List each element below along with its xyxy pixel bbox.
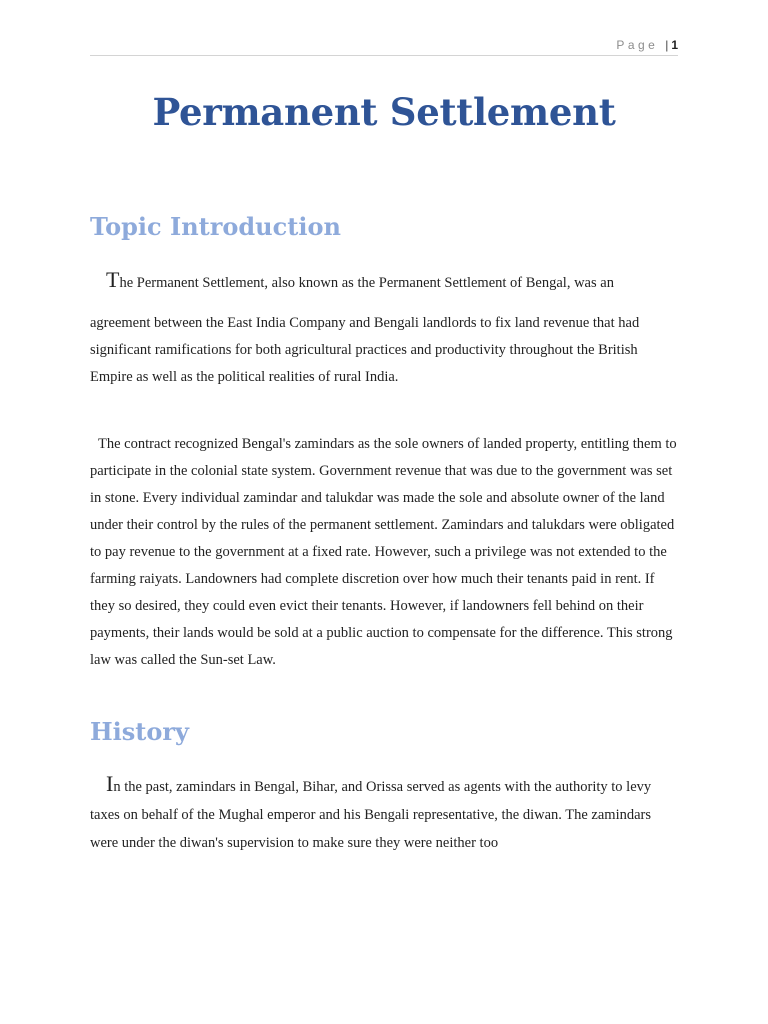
history-paragraph-text: n the past, zamindars in Bengal, Bihar, and Orissa served as agents with the authority to levy taxes on behalf of the Mughal emperor and his Bengali representative, the diwan. The zamindars were under the diwan's supervision to make sure they were neither too bbox=[90, 779, 652, 851]
header-rule bbox=[90, 55, 678, 56]
intro-paragraph-first-line bbox=[90, 266, 680, 297]
page-number: 1 bbox=[671, 38, 678, 52]
document-title: Permanent Settlement bbox=[152, 90, 616, 134]
page-number-label bbox=[616, 38, 678, 52]
section-heading-history: History bbox=[90, 717, 189, 746]
contract-paragraph bbox=[90, 431, 680, 674]
history-paragraph bbox=[90, 770, 680, 857]
intro-paragraph-body: agreement between the East India Company and Bengali landlords to fix land revenue that had significant ramifications for both agricultural practices and productivity throughout the British Empire as well as the political realities of rural India. bbox=[90, 315, 640, 385]
page-word: Page bbox=[616, 38, 659, 52]
dropcap-letter: I bbox=[106, 771, 114, 796]
section-heading-topic-introduction: Topic Introduction bbox=[90, 212, 341, 241]
contract-paragraph-text: The contract recognized Bengal's zamindars as the sole owners of landed property, entitling them to participate in the colonial state system. Government revenue that was due to the government was set in stone. Every individual zamindar and talukdar was made the sole and absolute owner of the land under their control by the rules of the permanent settlement. Zamindars and talukdars were obligated to pay revenue to the government at a fixed rate. However, such a privilege was not extended to the farming raiyats. Landowners had complete discretion over how much their tenants paid in rent. If they so desired, they could even evict their tenants. However, if landowners fell behind on their payments, their lands would be sold at a public auction to compensate for the difference. This strong law was called the Sun-set Law. bbox=[90, 436, 677, 668]
first-line-text: he Permanent Settlement, also known as the Permanent Settlement of Bengal, was an bbox=[119, 275, 614, 291]
dropcap-letter: T bbox=[106, 267, 120, 292]
page-separator: | bbox=[665, 38, 669, 52]
